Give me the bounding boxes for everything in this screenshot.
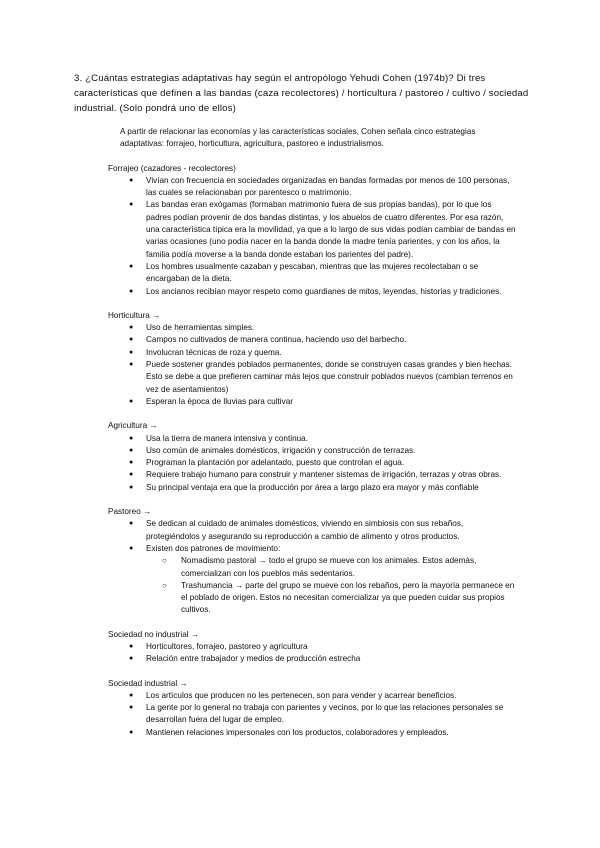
list-item-text: Horticultores, forrajeo, pastoreo y agricultura: [146, 641, 308, 651]
list-item: [108, 469, 518, 481]
list-item: [108, 396, 518, 408]
list-item-text: Uso común de animales domésticos, irrigación y construcción de terrazas.: [146, 445, 416, 455]
list-item-text: Los ancianos recibían mayor respeto como guardianes de mitos, leyendas, historias y tradiciones.: [146, 286, 502, 296]
list-item: [108, 199, 518, 260]
list-item-text: Usa la tierra de manera intensiva y continua.: [146, 433, 309, 443]
section-title: Agricultura →: [108, 421, 158, 431]
section-title: Forrajeo (cazadores - recolectores): [108, 163, 236, 173]
list-item: [108, 727, 518, 739]
bullet-list: [108, 518, 518, 616]
sub-list-item: [108, 580, 518, 617]
section-sociedad-industrial: [108, 678, 518, 739]
sub-list-item: [108, 555, 518, 580]
bullet-icon: ●: [129, 655, 134, 663]
list-item: [108, 334, 518, 346]
list-item-text: Programan la plantación por adelantado, puesto que controlan el agua.: [146, 458, 405, 468]
list-item-text: La gente por lo general no trabaja con parientes y vecinos, por lo que las relaciones personales se desarrollan fuera del lugar de empleo.: [146, 703, 504, 725]
list-item: [108, 543, 518, 617]
bullet-icon: ●: [129, 446, 134, 454]
list-item-text: Se dedican al cuidado de animales domésticos, viviendo en simbiosis con sus rebaños, protegiéndolos y asegurando su reproducción a cambio de alimento y otros productos.: [146, 519, 464, 541]
bullet-icon: ●: [129, 262, 134, 270]
list-item-text: Mantienen relaciones impersonales con los productos, colaboradores y empleados.: [146, 727, 449, 737]
list-item-text: Existen dos patrones de movimiento:: [146, 543, 281, 553]
sub-list-item-text: Trashumancia → parte del grupo se mueve con los rebaños, pero la mayoría permanece en el poblado de origen. Estos no necesitan comercializar ya que pueden cuidar sus propios cultivos.: [181, 580, 515, 615]
bullet-list: [108, 641, 518, 666]
list-item-text: Relación entre trabajador y medios de producción estrecha: [146, 654, 361, 664]
section-sociedad-no-industrial: [108, 629, 518, 666]
list-item-text: Vivían con frecuencia en sociedades organizadas en bandas formadas por menos de 100 personas, las cuales se relacionaban por parentesco o matrimonio.: [146, 175, 510, 198]
list-item: [108, 433, 518, 445]
bullet-list: [108, 322, 518, 408]
section-forrajeo: [108, 163, 518, 298]
bullet-icon: ●: [129, 397, 134, 405]
bullet-icon: ●: [129, 459, 134, 467]
bullet-icon: ●: [129, 520, 134, 528]
list-item-text: Uso de herramientas simples.: [146, 323, 255, 333]
list-item: [108, 702, 518, 727]
bullet-icon: ●: [129, 348, 134, 356]
list-item: [108, 175, 518, 200]
list-item: [108, 641, 518, 653]
section-agricultura: [108, 420, 518, 494]
bullet-icon: ●: [129, 176, 134, 184]
answer-body: [108, 126, 518, 751]
list-item: [108, 445, 518, 457]
section-title: Pastoreo →: [108, 507, 152, 517]
bullet-list: [108, 690, 518, 739]
sub-bullet-list: [108, 555, 518, 616]
list-item: [108, 322, 518, 334]
list-item: [108, 482, 518, 494]
bullet-icon: ●: [129, 324, 134, 332]
question-heading: 3. ¿Cuántas estrategias adaptativas hay según el antropólogo Yehudi Cohen (1974b)? Di tres características que definen a las bandas (caza recolectores) / horticultura / pastoreo / cultivo / sociedad industrial. (Solo pondrá uno de ellos): [74, 73, 529, 114]
hollow-bullet-icon: ○: [162, 556, 167, 566]
sub-list-item-text: Nomadismo pastoral → todo el grupo se mueve con los animales. Estos además, comercializan con los pueblos más sedentarios.: [181, 556, 477, 578]
intro-paragraph: A partir de relacionar las economías y las características sociales, Cohen señala cinco estrategias adaptativas: forrajeo, horticultura, agricultura, pastoreo e industrialismos.: [120, 127, 476, 149]
bullet-icon: ●: [129, 287, 134, 295]
bullet-icon: ●: [129, 336, 134, 344]
list-item: [108, 518, 518, 543]
bullet-icon: ●: [129, 201, 134, 209]
list-item-text: Esperan la época de lluvias para cultivar: [146, 396, 294, 406]
list-item: [108, 286, 518, 298]
bullet-icon: ●: [129, 361, 134, 369]
section-title: Sociedad industrial →: [108, 678, 188, 688]
section-pastoreo: [108, 506, 518, 617]
bullet-list: [108, 175, 518, 298]
list-item-text: Su principal ventaja era que la producción por área a largo plazo era mayor y más confiable: [146, 482, 479, 492]
bullet-icon: ●: [129, 471, 134, 479]
list-item: [108, 690, 518, 702]
bullet-icon: ●: [129, 704, 134, 712]
list-item-text: Los hombres usualmente cazaban y pescaban, mientras que las mujeres recolectaban o se encargaban de la dieta.: [146, 261, 479, 284]
bullet-list: [108, 433, 518, 494]
list-item-text: Campos no cultivados de manera continua, haciendo uso del barbecho.: [146, 335, 407, 345]
list-item-text: Requiere trabajo humano para construir y mantener sistemas de irrigación, terrazas y otras obras.: [146, 470, 502, 480]
list-item: [108, 347, 518, 359]
bullet-icon: ●: [129, 483, 134, 491]
bullet-icon: ●: [129, 691, 134, 699]
list-item: [108, 261, 518, 286]
bullet-icon: ●: [129, 434, 134, 442]
list-item-text: Involucran técnicas de roza y quema.: [146, 347, 282, 357]
list-item: [108, 457, 518, 469]
bullet-icon: ●: [129, 544, 134, 552]
hollow-bullet-icon: ○: [162, 580, 167, 590]
list-item-text: Puede sostener grandes poblados permanentes, donde se construyen casas grandes y bien hechas. Esto se debe a que prefieren caminar más lejos que construir poblados nuevos (cambian terrenos en vez de asentamientos): [146, 360, 513, 394]
section-horticultura: [108, 310, 518, 408]
bullet-icon: ●: [129, 728, 134, 736]
bullet-icon: ●: [129, 642, 134, 650]
list-item-text: Los artículos que producen no les pertenecen, son para vender y acarrear beneficios.: [146, 690, 457, 700]
list-item: [108, 653, 518, 665]
list-item-text: Las bandas eran exógamas (formaban matrimonio fuera de sus propias bandas), por lo que los padres podían provenir de dos bandas distintas, y los abuelos de cuatro diferentes. Por esa razón, una característica típica era la movilidad, ya que a lo largo de sus vidas podían cambiar de bandas en varias ocasiones (uno podía nacer en la banda donde la madre tenía parientes, y con los años, la familia podía moverse a la banda donde estaban los parientes del padre).: [146, 200, 516, 259]
section-title: Horticultura →: [108, 310, 161, 320]
list-item: [108, 359, 518, 396]
section-title: Sociedad no industrial →: [108, 629, 200, 639]
